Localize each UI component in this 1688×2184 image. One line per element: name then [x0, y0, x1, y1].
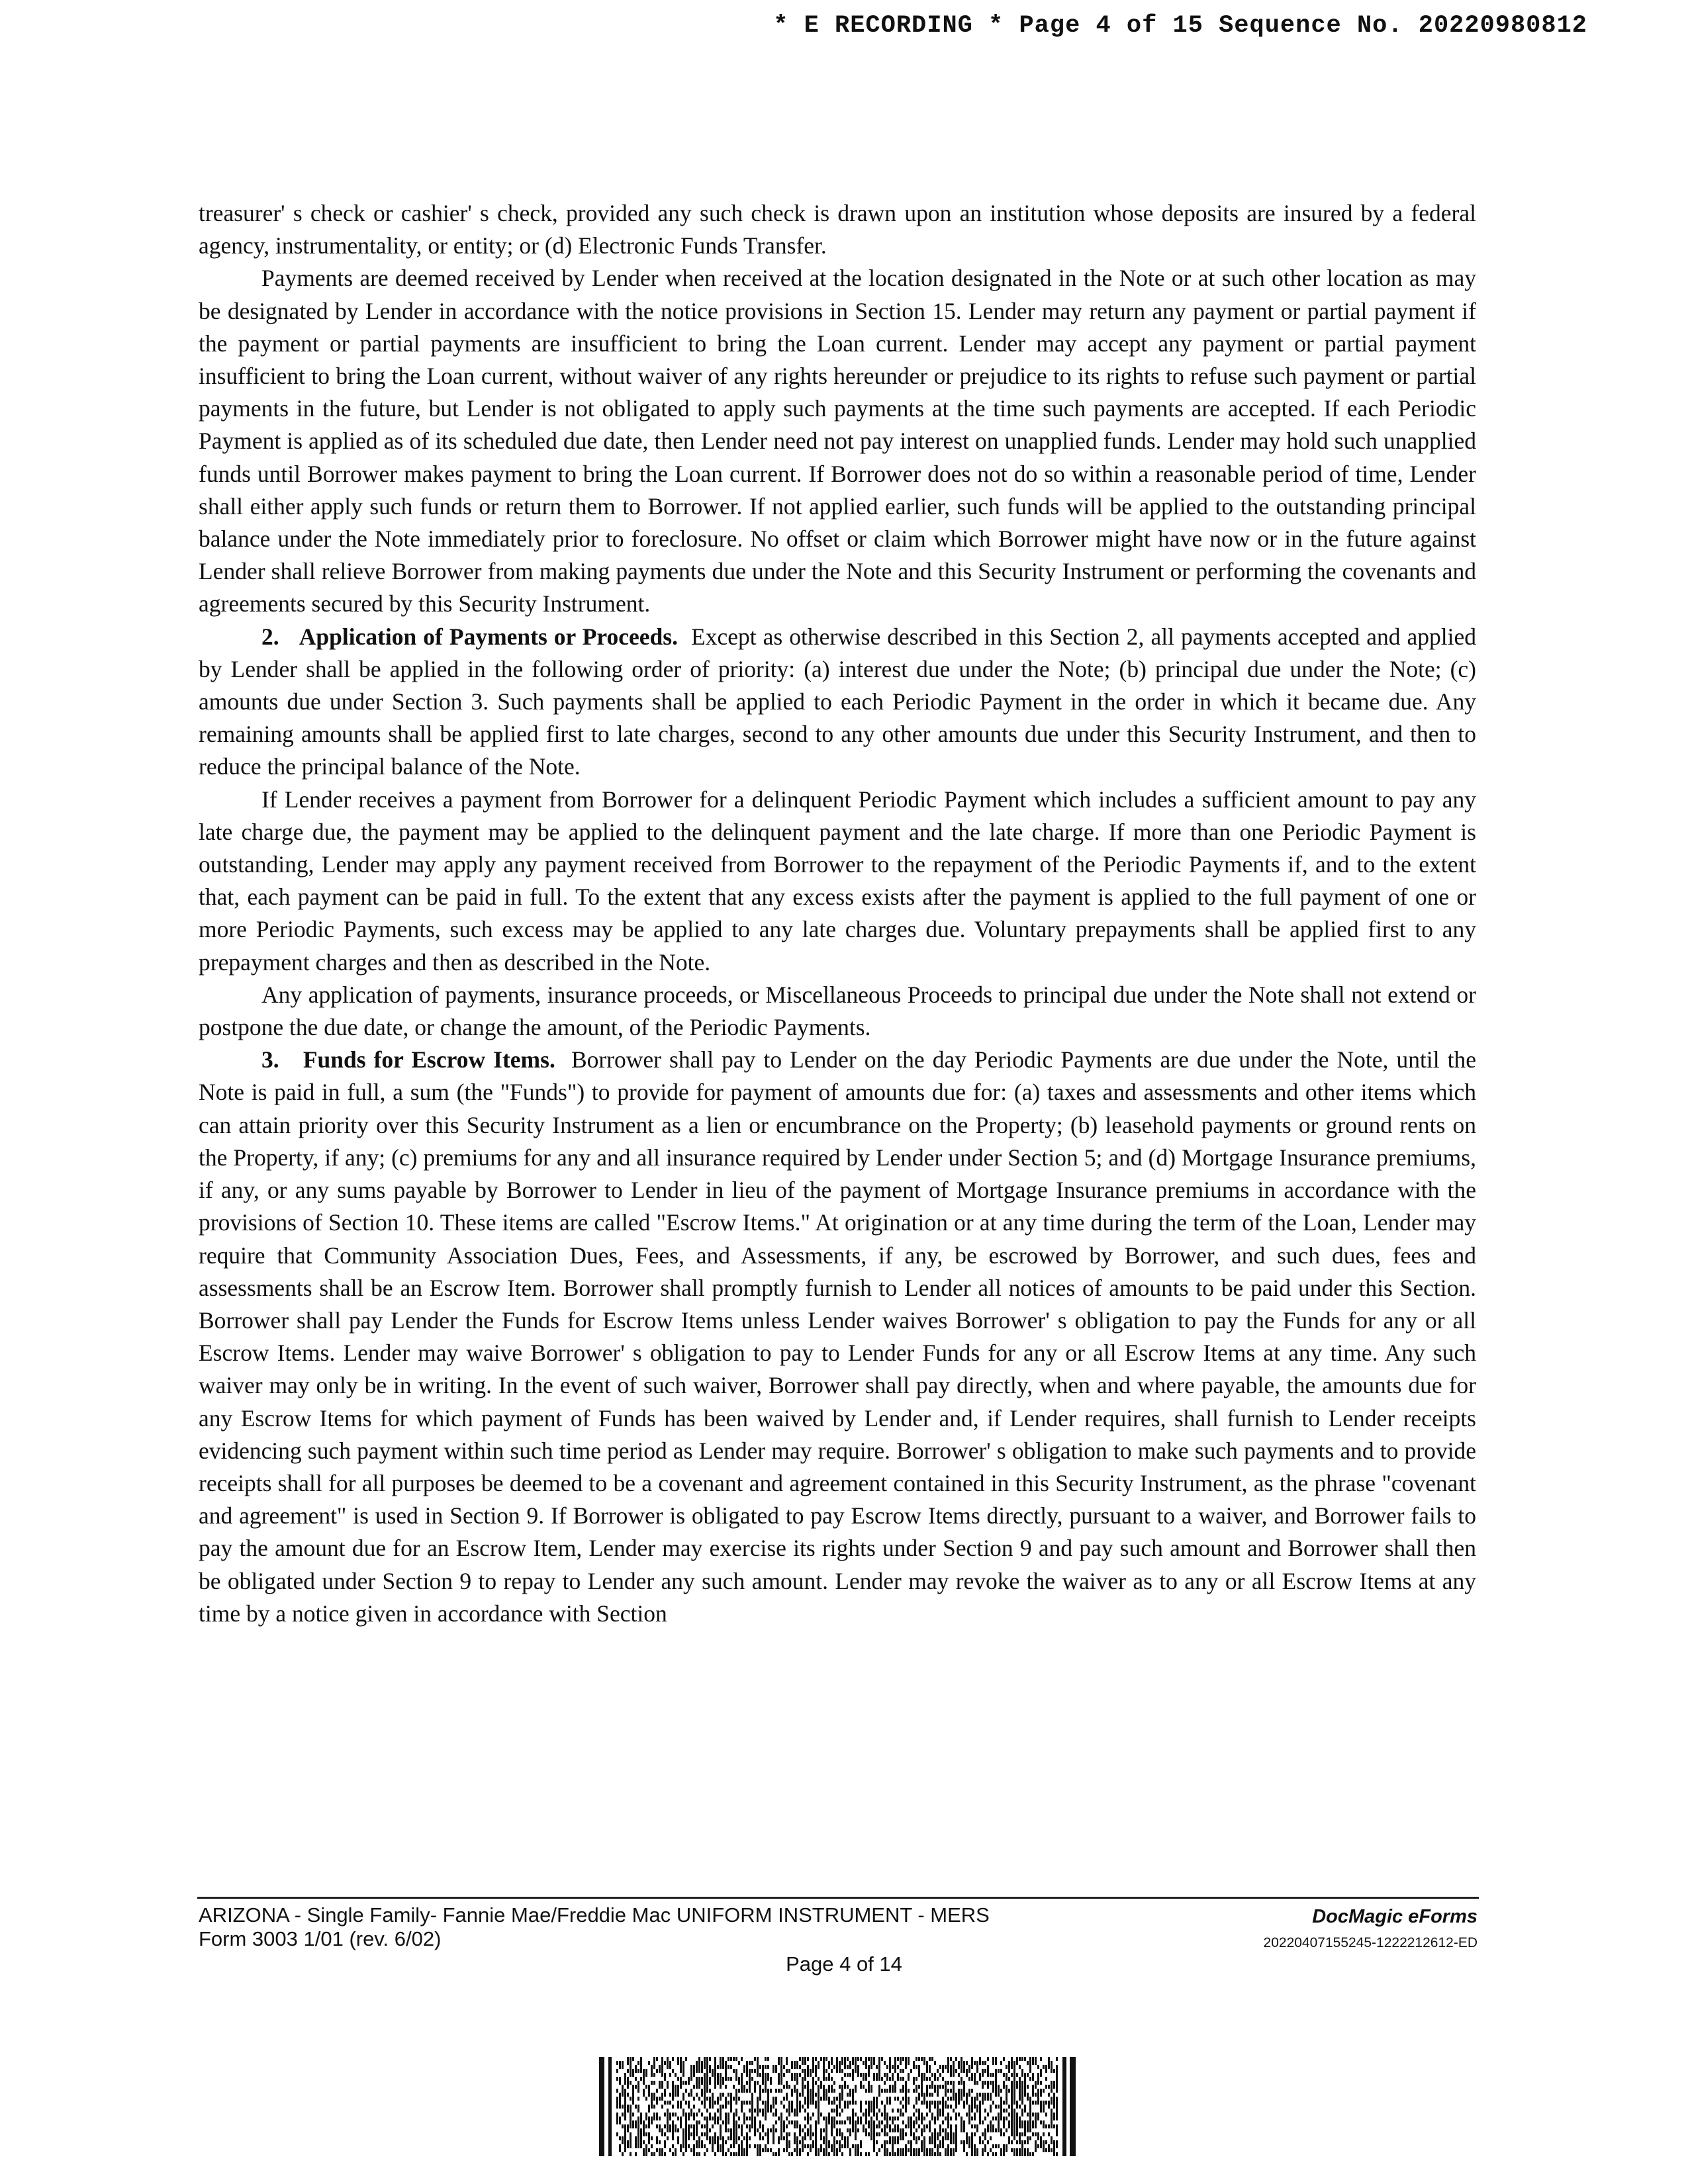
- section-2-text: Except as otherwise described in this Section 2, all payments accepted and applied by Lender shall be applied in the following order of priority: (a) interest due under the Note; (b) principal due under the Note; (c) amounts due under Section 3. Such payments shall be applied to each Periodic Payment in the order in which it became due. Any remaining amounts shall be applied first to late charges, second to any other amounts due under this Security Instrument, and then to reduce the principal balance of the Note.: [199, 623, 1477, 780]
- docmagic-logo: [1312, 1906, 1477, 1928]
- continuation-paragraph: treasurer' s check or cashier' s check, provided any such check is drawn upon an institution whose deposits are insured by a federal agency, instrumentality, or entity; or (d) Electronic Funds Transfer.: [199, 200, 1476, 259]
- section-2-paragraph: [199, 621, 1476, 784]
- eforms-brand: eForms: [1408, 1906, 1477, 1927]
- form-title: ARIZONA - Single Family- Fannie Mae/Freddie Mac UNIFORM INSTRUMENT - MERS: [199, 1903, 990, 1927]
- application-paragraph: Any application of payments, insurance proceeds, or Miscellaneous Proceeds to principal due under the Note shall not extend or postpone the due date, or change the amount, of the Periodic Payments.: [199, 981, 1476, 1041]
- section-3-title: Funds for Escrow Items.: [303, 1046, 555, 1073]
- document-code: 20220407155245-1222212612-ED: [1263, 1935, 1477, 1950]
- docmagic-brand: DocMagic: [1312, 1906, 1403, 1927]
- section-3-number: 3.: [261, 1046, 279, 1073]
- section-3-text: Borrower shall pay to Lender on the day Periodic Payments are due under the Note, until the Note is paid in full, a sum (the "Funds") to provide for payment of amounts due for: (a) taxes and assessments and other items which can attain priority over this Security Instrument as a lien or encumbrance on the Property; (b) leasehold payments or ground rents on the Property, if any; (c) premiums for any and all insurance required by Lender under Section 5; and (d) Mortgage Insurance premiums, if any, or any sums payable by Borrower to Lender in lieu of the payment of Mortgage Insurance premiums in accordance with the provisions of Section 10. These items are called "Escrow Items." At origination or at any time during the term of the Loan, Lender may require that Community Association Dues, Fees, and Assessments, if any, be escrowed by Borrower, and such dues, fees and assessments shall be an Escrow Item. Borrower shall promptly furnish to Lender all notices of amounts to be paid under this Section. Borrower shall pay Lender the Funds for Escrow Items unless Lender waives Borrower' s obligation to pay the Funds for any or all Escrow Items. Lender may waive Borrower' s obligation to pay to Lender Funds for any or all Escrow Items at any time. Any such waiver may only be in writing. In the event of such waiver, Borrower shall pay directly, when and where payable, the amounts due for any Escrow Items for which payment of Funds has been waived by Lender and, if Lender requires, shall furnish to Lender receipts evidencing such payment within such time period as Lender may require. Borrower' s obligation to make such payments and to provide receipts shall for all purposes be deemed to be a covenant and agreement contained in this Security Instrument, as the phrase "covenant and agreement" is used in Section 9. If Borrower is obligated to pay Escrow Items directly, pursuant to a waiver, and Borrower fails to pay the amount due for an Escrow Item, Lender may exercise its rights under Section 9 and pay such amount and Borrower shall then be obligated under Section 9 to repay to Lender any such amount. Lender may revoke the waiver as to any or all Escrow Items at any time by a notice given in accordance with Section: [199, 1046, 1477, 1627]
- barcode-icon: [599, 2057, 1076, 2156]
- document-body: [199, 197, 1476, 1630]
- section-2-number: 2.: [261, 623, 279, 650]
- page-number: Page 4 of 14: [786, 1952, 902, 1976]
- footer-form-info: [199, 1903, 990, 1951]
- form-number: Form 3003 1/01 (rev. 6/02): [199, 1927, 442, 1950]
- payments-received-paragraph: Payments are deemed received by Lender when received at the location designated in the Note or at such other location as may be designated by Lender in accordance with the notice provisions in Section 15. Lender may return any payment or partial payment if the payment or partial payments are insufficient to bring the Loan current. Lender may accept any payment or partial payment insufficient to bring the Loan current, without waiver of any rights hereunder or prejudice to its rights to refuse such payment or partial payments in the future, but Lender is not obligated to apply such payments at the time such payments are accepted. If each Periodic Payment is applied as of its scheduled due date, then Lender need not pay interest on unapplied funds. Lender may hold such unapplied funds until Borrower makes payment to bring the Loan current. If Borrower does not do so within a reasonable period of time, Lender shall either apply such funds or return them to Borrower. If not applied earlier, such funds will be applied to the outstanding principal balance under the Note immediately prior to foreclosure. No offset or claim which Borrower might have now or in the future against Lender shall relieve Borrower from making payments due under the Note and this Security Instrument or performing the covenants and agreements secured by this Security Instrument.: [199, 265, 1476, 617]
- delinquent-payment-paragraph: If Lender receives a payment from Borrower for a delinquent Periodic Payment which includes a sufficient amount to pay any late charge due, the payment may be applied to the delinquent payment and the late charge. If more than one Periodic Payment is outstanding, Lender may apply any payment received from Borrower to the repayment of the Periodic Payments if, and to the extent that, each payment can be paid in full. To the extent that any excess exists after the payment is applied to the full payment of one or more Periodic Payments, such excess may be applied to any late charges due. Voluntary prepayments shall be applied first to any prepayment charges and then as described in the Note.: [199, 786, 1476, 976]
- recording-header: * E RECORDING * Page 4 of 15 Sequence No. 20220980812: [773, 12, 1587, 40]
- section-3-paragraph: [199, 1044, 1476, 1630]
- section-2-title: Application of Payments or Proceeds.: [299, 623, 678, 650]
- footer-divider: [197, 1897, 1479, 1899]
